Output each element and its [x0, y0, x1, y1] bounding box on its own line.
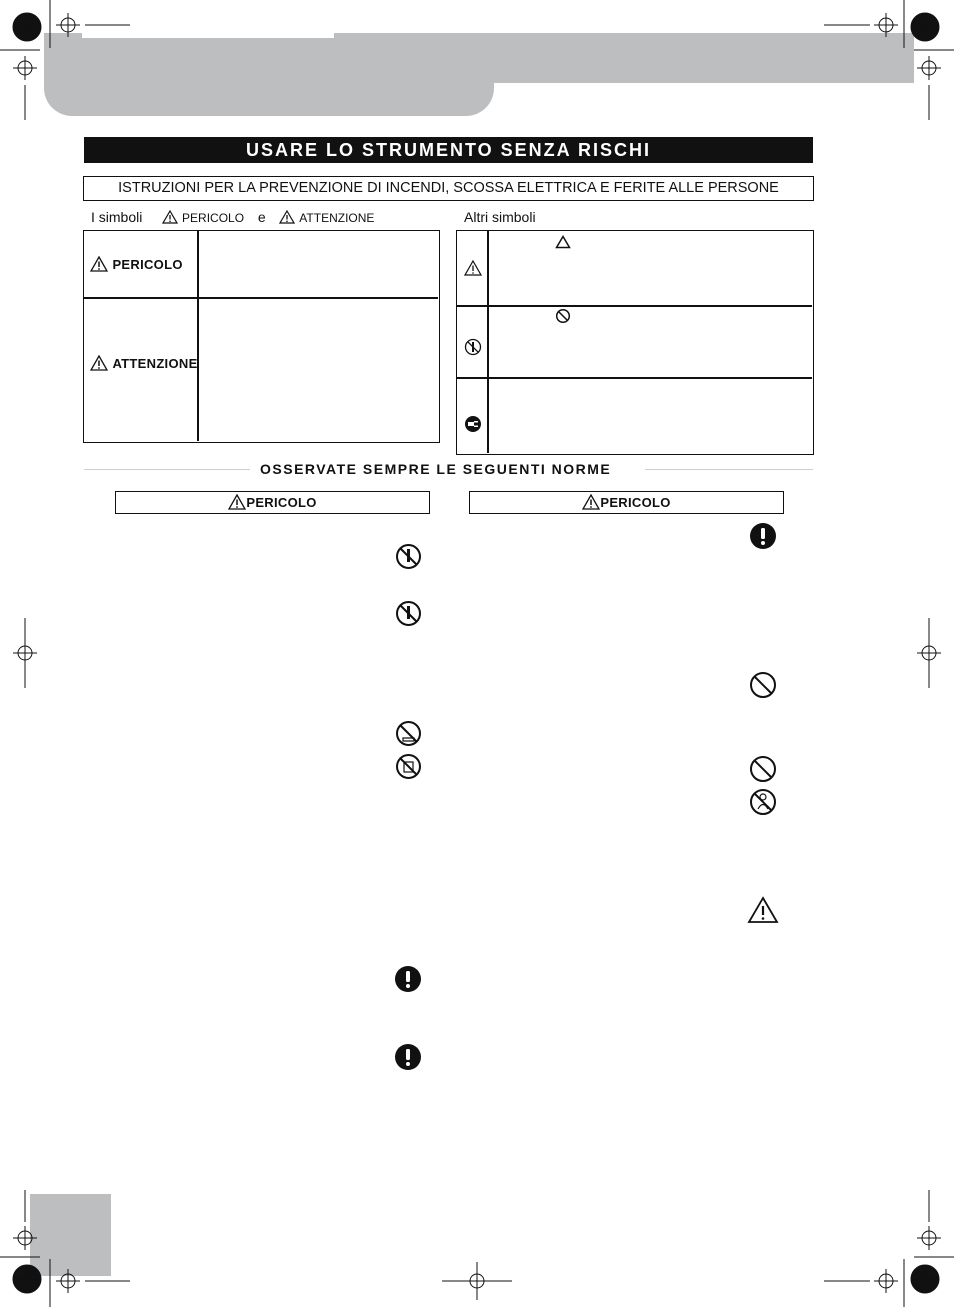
warning-triangle-icon [228, 494, 246, 510]
warning-triangle-icon [279, 210, 295, 224]
warning-triangle-icon [747, 896, 779, 924]
table-row-attenzione [90, 355, 198, 373]
warning-triangle-icon [90, 256, 108, 272]
do-not-disassemble-icon [395, 543, 422, 570]
prohibited-symbol-icon [555, 308, 571, 324]
column-header-label: PERICOLO [246, 495, 317, 510]
table-divider [487, 231, 489, 453]
table-divider [197, 231, 199, 441]
section-rule-left [84, 469, 250, 470]
page-title: USARE LO STRUMENTO SENZA RISCHI [84, 137, 813, 163]
symbols-intro [91, 209, 374, 226]
unplug-icon [464, 415, 482, 433]
warning-triangle-icon [582, 494, 600, 510]
prohibited-icon [749, 755, 777, 783]
table-divider [84, 297, 438, 299]
symbols-pericolo: PERICOLO [182, 211, 245, 225]
section-rule-right [645, 469, 813, 470]
tag-pericolo: PERICOLO [112, 257, 183, 272]
prohibited-icon [749, 671, 777, 699]
no-children-icon [749, 788, 777, 816]
triangle-symbol-icon [555, 235, 571, 249]
mandatory-action-icon [749, 522, 777, 550]
mandatory-action-icon [394, 1043, 422, 1071]
column-header-label: PERICOLO [600, 495, 671, 510]
table-row-pericolo [90, 256, 183, 274]
tag-attenzione: ATTENZIONE [112, 356, 198, 371]
other-symbols-label: Altri simboli [464, 209, 536, 225]
do-not-disassemble-icon [464, 338, 482, 356]
page-subtitle: ISTRUZIONI PER LA PREVENZIONE DI INCENDI, SCOSSA ELETTRICA E FERITE ALLE PERSONE [83, 176, 814, 201]
no-liquids-icon [395, 753, 422, 780]
symbols-conjunction: e [257, 209, 266, 225]
do-not-disassemble-icon [395, 600, 422, 627]
symbols-attenzione: ATTENZIONE [299, 211, 375, 225]
warning-triangle-icon [464, 260, 482, 276]
symbols-table [83, 230, 440, 443]
warning-triangle-icon [90, 355, 108, 371]
column-header-right [469, 491, 784, 514]
section-title: OSSERVATE SEMPRE LE SEGUENTI NORME [260, 461, 612, 477]
symbols-label: I simboli [91, 209, 143, 225]
other-symbols-table [456, 230, 814, 455]
mandatory-action-icon [394, 965, 422, 993]
no-water-icon [395, 720, 422, 747]
warning-triangle-icon [162, 210, 178, 224]
column-header-left [115, 491, 430, 514]
table-divider [457, 377, 812, 379]
table-divider [457, 305, 812, 307]
